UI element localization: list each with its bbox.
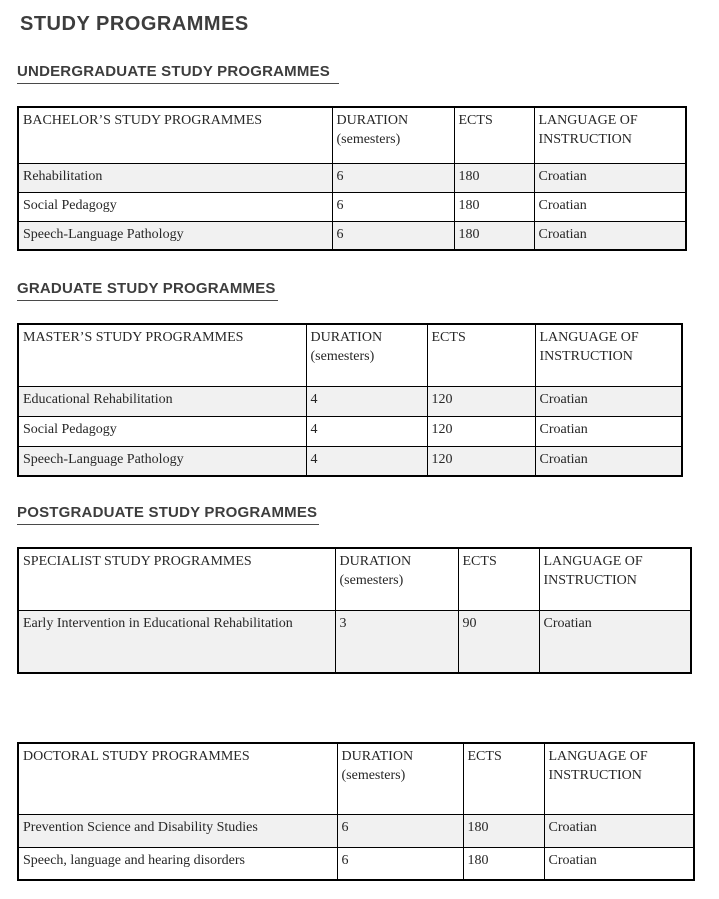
language-header-cell: LANGUAGE OF INSTRUCTION: [539, 548, 691, 610]
language-cell: Croatian: [535, 386, 682, 416]
table-row: [18, 163, 686, 192]
programmes-header-cell: MASTER’S STUDY PROGRAMMES: [18, 324, 306, 386]
ects-cell: 90: [458, 610, 539, 673]
section-heading-postgraduate-text: POSTGRADUATE STUDY PROGRAMMES: [17, 504, 319, 525]
duration-header-cell: DURATION (semesters): [335, 548, 458, 610]
table-row: [18, 192, 686, 221]
programme-name-cell: Educational Rehabilitation: [18, 386, 306, 416]
duration-cell: 6: [332, 163, 454, 192]
language-header-cell: LANGUAGE OF INSTRUCTION: [534, 107, 686, 163]
table-row: [18, 386, 682, 416]
programme-name-cell: Prevention Science and Disability Studies: [18, 814, 337, 847]
duration-header-cell: DURATION (semesters): [337, 743, 463, 814]
ects-cell: 180: [463, 814, 544, 847]
language-header-cell: LANGUAGE OF INSTRUCTION: [535, 324, 682, 386]
table-row: [18, 446, 682, 476]
section-heading-postgraduate: [17, 504, 719, 525]
table-header-row: [18, 107, 686, 163]
language-cell: Croatian: [535, 446, 682, 476]
table-header-row: [18, 324, 682, 386]
ects-header-cell: ECTS: [427, 324, 535, 386]
duration-cell: 3: [335, 610, 458, 673]
ects-header-cell: ECTS: [458, 548, 539, 610]
duration-cell: 4: [306, 386, 427, 416]
page-title: STUDY PROGRAMMES: [20, 13, 249, 35]
section-heading-graduate: [17, 280, 719, 301]
programme-name-cell: Social Pedagogy: [18, 192, 332, 221]
duration-header-cell: DURATION (semesters): [332, 107, 454, 163]
table-row: [18, 814, 694, 847]
ects-header-cell: ECTS: [463, 743, 544, 814]
ects-cell: 180: [454, 221, 534, 250]
section-heading-undergraduate: [17, 63, 719, 84]
programme-name-cell: Early Intervention in Educational Rehabilitation: [18, 610, 335, 673]
duration-cell: 6: [337, 847, 463, 880]
ects-header-cell: ECTS: [454, 107, 534, 163]
language-header-cell: LANGUAGE OF INSTRUCTION: [544, 743, 694, 814]
section-heading-undergraduate-text: UNDERGRADUATE STUDY PROGRAMMES: [17, 63, 339, 84]
duration-cell: 6: [332, 192, 454, 221]
language-cell: Croatian: [544, 814, 694, 847]
master-programmes-table: [17, 323, 683, 477]
language-cell: Croatian: [539, 610, 691, 673]
table-row: [18, 610, 691, 673]
ects-cell: 180: [463, 847, 544, 880]
language-cell: Croatian: [544, 847, 694, 880]
duration-cell: 4: [306, 416, 427, 446]
programmes-header-cell: SPECIALIST STUDY PROGRAMMES: [18, 548, 335, 610]
ects-cell: 180: [454, 163, 534, 192]
programmes-header-cell: BACHELOR’S STUDY PROGRAMMES: [18, 107, 332, 163]
language-cell: Croatian: [534, 221, 686, 250]
table-row: [18, 221, 686, 250]
duration-cell: 4: [306, 446, 427, 476]
language-cell: Croatian: [534, 192, 686, 221]
specialist-programmes-table: [17, 547, 692, 674]
ects-cell: 120: [427, 416, 535, 446]
section-heading-graduate-text: GRADUATE STUDY PROGRAMMES: [17, 280, 278, 301]
language-cell: Croatian: [535, 416, 682, 446]
programmes-header-cell: DOCTORAL STUDY PROGRAMMES: [18, 743, 337, 814]
doctoral-programmes-table: [17, 742, 695, 881]
programme-name-cell: Speech, language and hearing disorders: [18, 847, 337, 880]
programme-name-cell: Rehabilitation: [18, 163, 332, 192]
table-row: [18, 847, 694, 880]
table-header-row: [18, 743, 694, 814]
ects-cell: 120: [427, 446, 535, 476]
programme-name-cell: Speech-Language Pathology: [18, 221, 332, 250]
duration-cell: 6: [337, 814, 463, 847]
language-cell: Croatian: [534, 163, 686, 192]
ects-cell: 180: [454, 192, 534, 221]
programme-name-cell: Speech-Language Pathology: [18, 446, 306, 476]
duration-header-cell: DURATION (semesters): [306, 324, 427, 386]
programme-name-cell: Social Pedagogy: [18, 416, 306, 446]
ects-cell: 120: [427, 386, 535, 416]
table-row: [18, 416, 682, 446]
bachelor-programmes-table: [17, 106, 687, 251]
table-header-row: [18, 548, 691, 610]
duration-cell: 6: [332, 221, 454, 250]
